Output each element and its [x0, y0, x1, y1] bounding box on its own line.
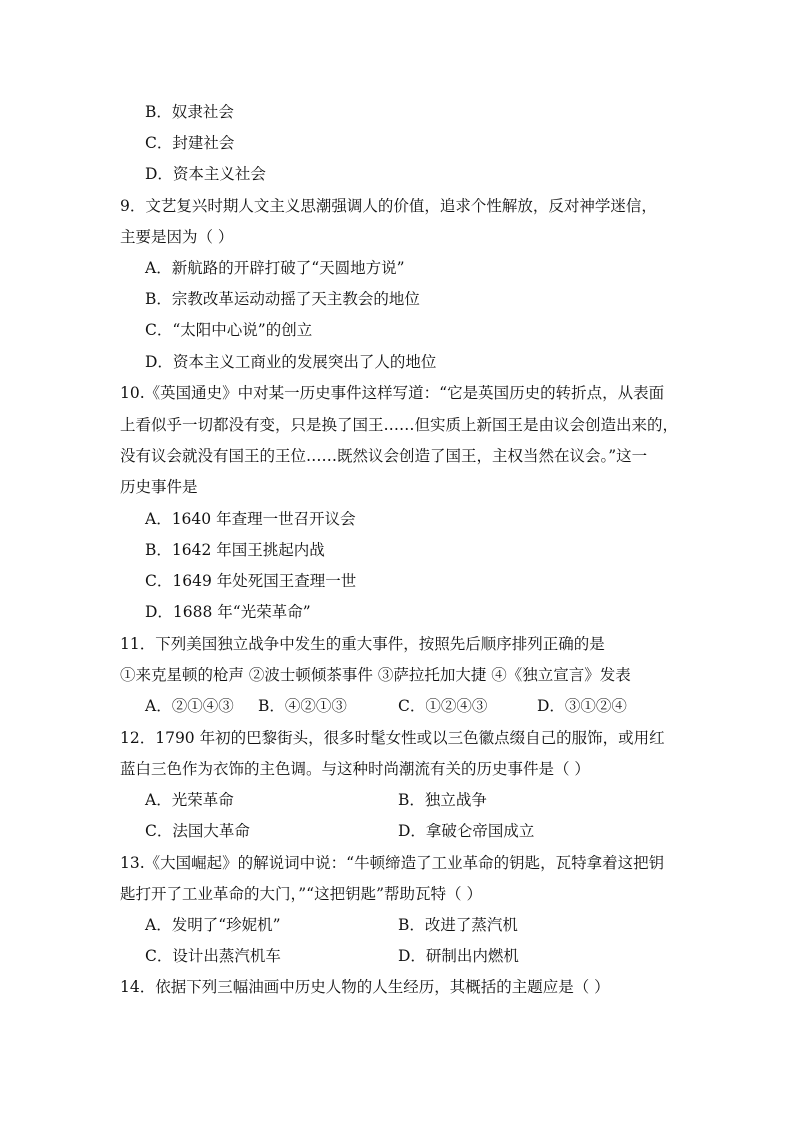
- q9-option-a: A．新航路的开辟打破了“天圆地方说”: [145, 259, 405, 277]
- q13-option-b: B．改进了蒸汽机: [398, 916, 518, 934]
- q12-stem-line-2: 蓝白三色作为衣饰的主色调。与这种时尚潮流有关的历史事件是（ ）: [120, 760, 590, 778]
- q9-stem-line-2: 主要是因为（ ）: [120, 228, 234, 246]
- q10-stem-line-4: 历史事件是: [120, 478, 198, 496]
- q9-stem-line-1: 9．文艺复兴时期人文主义思潮强调人的价值，追求个性解放，反对神学迷信，: [120, 197, 657, 215]
- q9-option-b: B．宗教改革运动动摇了天主教会的地位: [145, 290, 420, 308]
- q11-option-d: D．③①②④: [537, 697, 627, 715]
- q10-stem-line-2: 上看似乎一切都没有变，只是换了国王……但实质上新国王是由议会创造出来的，: [120, 416, 679, 434]
- q11-option-c: C．①②④③: [398, 697, 488, 715]
- q12-option-c: C．法国大革命: [145, 822, 250, 840]
- q12-option-a: A．光荣革命: [145, 791, 234, 809]
- q11-option-b: B．④②①③: [258, 697, 347, 715]
- q12-stem-line-1: 12．1790 年初的巴黎街头，很多时髦女性或以三色徽点缀自己的服饰，或用红: [120, 729, 665, 747]
- q11-stem-line-2: ①来克星顿的枪声 ②波士顿倾茶事件 ③萨拉托加大捷 ④《独立宣言》发表: [120, 666, 631, 684]
- q8-option-c: C．封建社会: [145, 134, 235, 152]
- q10-option-b: B．1642 年国王挑起内战: [145, 541, 325, 559]
- q8-option-b: B．奴隶社会: [145, 103, 234, 121]
- q13-stem-line-2: 匙打开了工业革命的大门，”“这把钥匙”帮助瓦特（ ）: [120, 885, 482, 903]
- q10-option-d: D．1688 年“光荣革命”: [145, 603, 311, 621]
- q12-option-b: B．独立战争: [398, 791, 487, 809]
- q9-option-d: D．资本主义工商业的发展突出了人的地位: [145, 353, 437, 371]
- q9-option-c: C．“太阳中心说”的创立: [145, 321, 313, 339]
- q13-stem-line-1: 13.《大国崛起》的解说词中说：“牛顿缔造了工业革命的钥匙，瓦特拿着这把钥: [120, 854, 665, 872]
- q14-stem-line-1: 14．依据下列三幅油画中历史人物的人生经历，其概括的主题应是（ ）: [120, 978, 610, 996]
- q10-option-c: C．1649 年处死国王查理一世: [145, 572, 357, 590]
- q10-option-a: A．1640 年查理一世召开议会: [145, 510, 356, 528]
- q13-option-a: A．发明了“珍妮机”: [145, 916, 281, 934]
- q11-stem-line-1: 11．下列美国独立战争中发生的重大事件，按照先后顺序排列正确的是: [120, 635, 605, 653]
- q13-option-c: C．设计出蒸汽机车: [145, 947, 281, 965]
- q11-option-a: A．②①④③: [145, 697, 234, 715]
- q10-stem-line-1: 10.《英国通史》中对某一历史事件这样写道：“它是英国历史的转折点，从表面: [120, 384, 665, 402]
- q13-option-d: D．研制出内燃机: [398, 947, 519, 965]
- q8-option-d: D．资本主义社会: [145, 165, 266, 183]
- q10-stem-line-3: 没有议会就没有国王的王位……既然议会创造了国王，主权当然在议会。”这一: [120, 447, 648, 465]
- q12-option-d: D．拿破仑帝国成立: [398, 822, 535, 840]
